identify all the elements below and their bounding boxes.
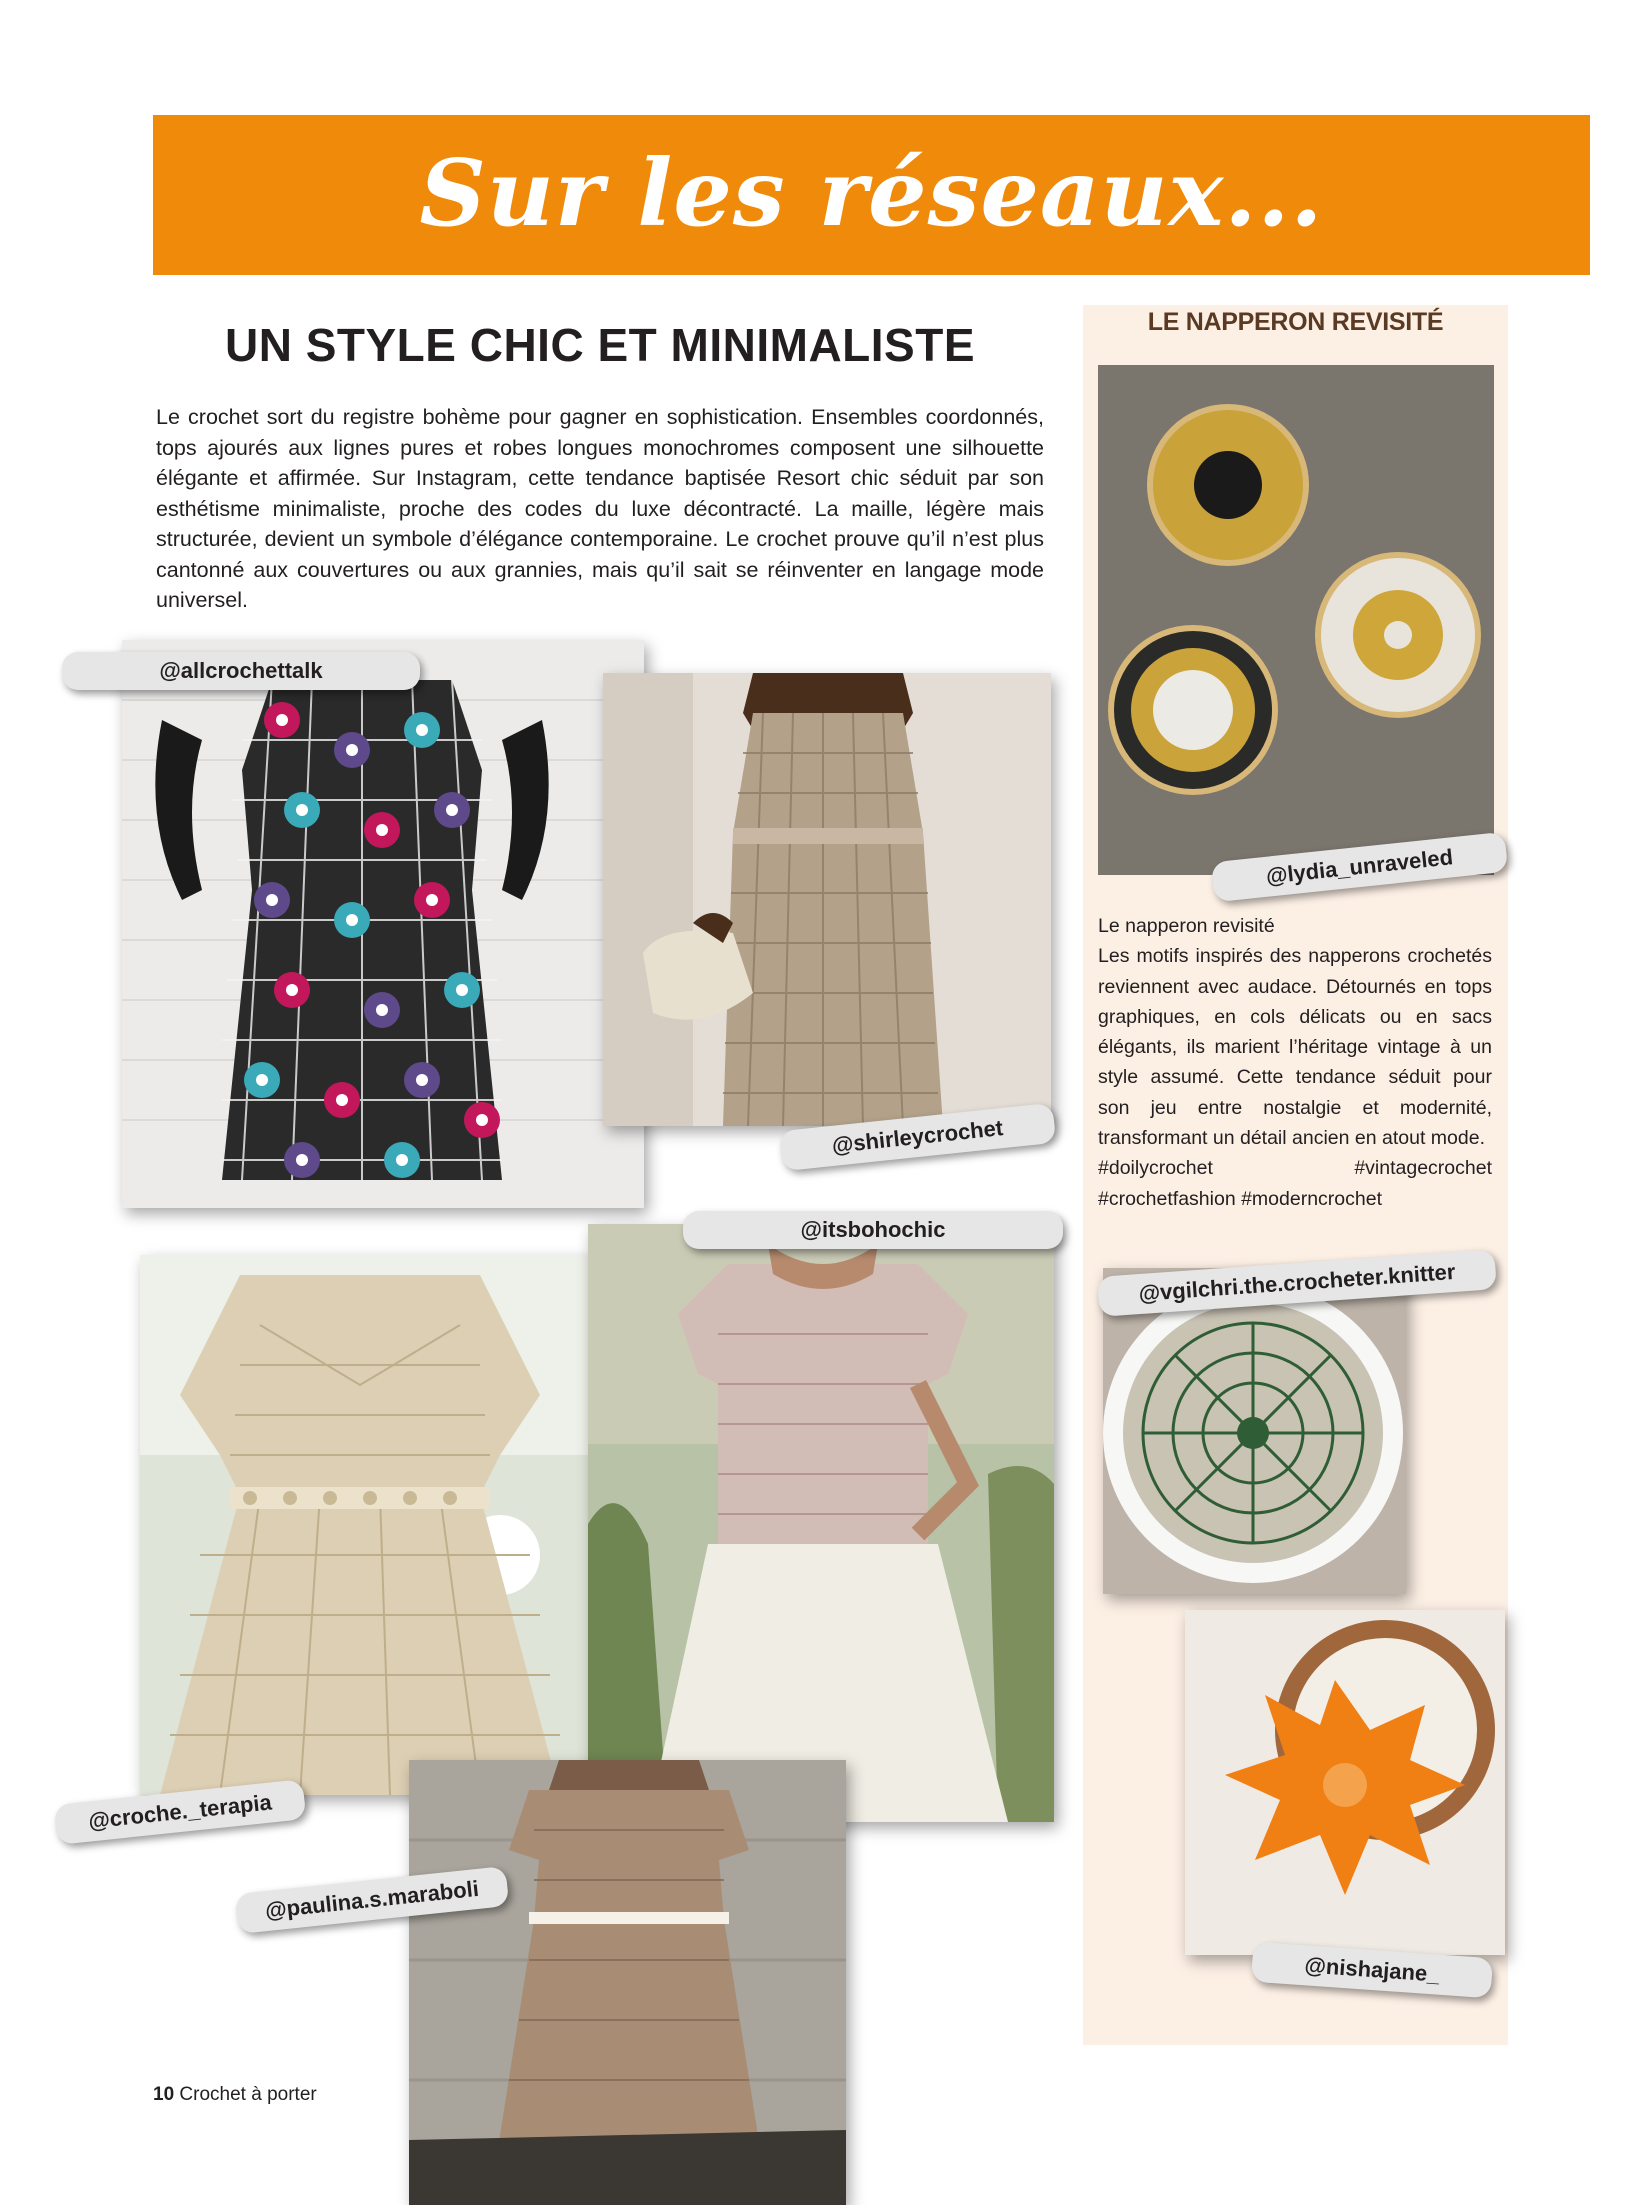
magazine-name: Crochet à porter bbox=[179, 2084, 317, 2105]
photo-orange-doily bbox=[1185, 1610, 1505, 1955]
section-heading: UN STYLE CHIC ET MINIMALISTE bbox=[225, 319, 975, 371]
tag-nishajane: @nishajane_ bbox=[1251, 1942, 1493, 1999]
tag-lydia: @lydia_unraveled bbox=[1211, 832, 1509, 903]
tag-allcrochettalk: @allcrochettalk bbox=[62, 652, 420, 690]
tag-shirleycrochet: @shirleycrochet bbox=[779, 1103, 1057, 1172]
sidebar-title: LE NAPPERON REVISITÉ bbox=[1147, 308, 1444, 336]
photo-boho-top bbox=[588, 1224, 1054, 1822]
photo-mesh-dress bbox=[603, 673, 1051, 1126]
sidebar-subtitle: Le napperon revisité bbox=[1098, 915, 1275, 937]
page-number: 10 bbox=[153, 2084, 175, 2105]
sidebar-text bbox=[1098, 911, 1492, 1214]
page-title: Sur les réseaux... bbox=[419, 139, 1324, 247]
sidebar-hashtags: #doilycrochet #vintagecrochet #crochetfashion #moderncrochet bbox=[1098, 1157, 1492, 1210]
sidebar-body: Les motifs inspirés des napperons crochetés reviennent avec audace. Détournés en tops graphiques, en cols délicats ou en sacs élégants, ils marient l’héritage vintage à un style assumé. Cette tendance séduit pour son jeu entre nostalgie et modernité, transformant un détail ancien en atout mode. bbox=[1098, 945, 1492, 1150]
page-footer bbox=[153, 2084, 317, 2106]
tag-paulina: @paulina.s.maraboli bbox=[235, 1866, 510, 1934]
photo-taupe-dress bbox=[409, 1760, 846, 2205]
photo-wall-doilies bbox=[1098, 365, 1494, 875]
tag-croche-terapia: @croche._terapia bbox=[54, 1779, 307, 1845]
tag-itsbohochic: @itsbohochic bbox=[683, 1211, 1063, 1249]
photo-green-doily bbox=[1103, 1268, 1406, 1594]
tag-vgilchri: @vgilchri.the.crocheter.knitter bbox=[1097, 1249, 1497, 1317]
photo-cream-dress bbox=[140, 1255, 588, 1795]
intro-paragraph: Le crochet sort du registre bohème pour gagner en sophistication. Ensembles coordonnés, tops ajourés aux lignes pures et robes longues monochromes composent une silhouette élégante et affirmée. Sur Instagram, cette tendance baptisée Resort chic séduit par son esthétisme minimaliste, proche des codes du luxe décontracté. La maille, légère mais structurée, devient un symbole d’élégance contemporaine. Le crochet prouve qu’il n’est plus cantonné aux couvertures ou aux grannies, mais qu’il sait se réinventer en langage mode universel. bbox=[156, 405, 1044, 612]
photo-granny-dress bbox=[122, 640, 644, 1208]
